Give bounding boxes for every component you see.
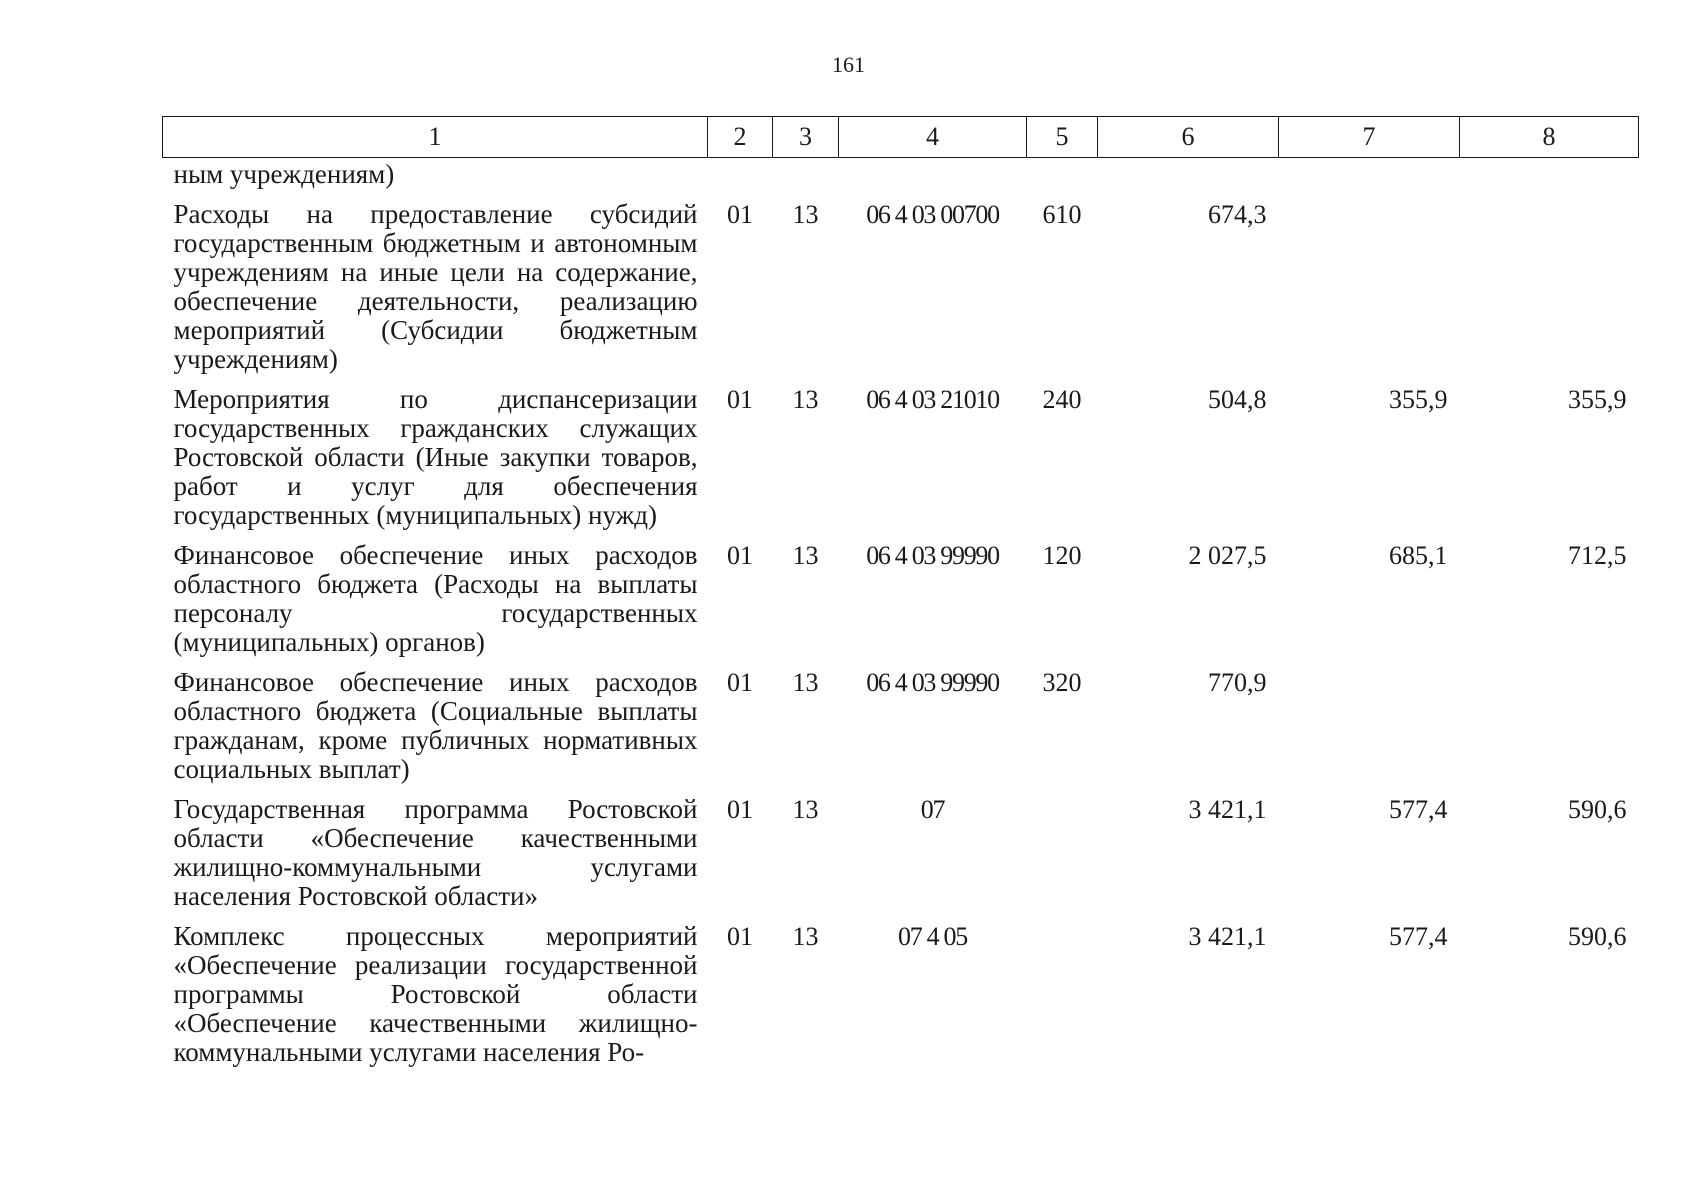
row-target-article: 07 4 05 [898,922,967,951]
table-row [163,385,1639,541]
table-row [163,795,1639,922]
row-amount-6: 3 421,1 [1188,795,1267,824]
row-name: Финансовое обеспечение иных расходов областного бюджета (Социальные выплаты гражданам, кроме публичных нормативных социальных выплат) [173,667,698,784]
row-target-article: 06 4 03 21010 [866,385,999,414]
row-expense-type: 610 [1042,200,1082,229]
column-header-8: 8 [1460,117,1639,158]
table-row [163,200,1639,385]
table-header [163,117,1639,158]
row-subsection: 13 [792,541,819,570]
row-amount-7: 577,4 [1389,795,1448,824]
row-amount-8: 712,5 [1568,541,1627,570]
row-section: 01 [727,385,753,414]
row-name: Государственная программа Ростовской области «Обеспечение качественными жилищно-коммунальными услугами населения Ростовской области» [173,794,698,911]
column-header-5: 5 [1027,117,1098,158]
continuation-text: ным учреждениям) [173,159,395,189]
row-amount-7: 685,1 [1389,541,1448,570]
row-expense-type: 240 [1042,385,1082,414]
row-target-article: 07 [920,795,945,824]
column-header-6: 6 [1098,117,1279,158]
row-subsection: 13 [792,668,819,697]
row-section: 01 [727,541,753,570]
budget-table [162,116,1639,1078]
row-amount-8 [1460,668,1639,795]
row-name: Расходы на предоставление субсидий государственным бюджетным и автономным учреждениям на иные цели на содержание, обеспечение деятельности, реализацию мероприятий (Субсидии бюджетным учреждениям) [173,199,698,374]
row-section: 01 [727,200,753,229]
table-row [163,668,1639,795]
row-amount-8: 355,9 [1568,385,1627,414]
row-target-article: 06 4 03 99990 [866,668,999,697]
continuation-row [163,158,1639,201]
row-subsection: 13 [792,922,819,951]
page-number: 161 [832,52,865,77]
row-expense-type [1027,795,1098,922]
row-name: Мероприятия по диспансеризации государственных гражданских служащих Ростовской области (Иные закупки товаров, работ и услуг для обеспечения государственных (муниципальных) нужд) [173,384,698,530]
row-name: Финансовое обеспечение иных расходов областного бюджета (Расходы на выплаты персоналу государственных (муниципальных) органов) [173,540,698,657]
row-expense-type: 320 [1042,668,1082,697]
row-section: 01 [727,795,753,824]
row-amount-6: 674,3 [1208,200,1267,229]
row-subsection: 13 [792,385,819,414]
column-header-3: 3 [773,117,839,158]
row-amount-7: 355,9 [1389,385,1448,414]
row-amount-6: 504,8 [1208,385,1267,414]
row-amount-6: 2 027,5 [1188,541,1267,570]
row-target-article: 06 4 03 99990 [866,541,999,570]
row-expense-type: 120 [1042,541,1082,570]
column-header-7: 7 [1279,117,1460,158]
column-header-4: 4 [839,117,1027,158]
row-section: 01 [727,922,753,951]
row-amount-8 [1460,200,1639,385]
table-row [163,541,1639,668]
row-amount-7 [1279,200,1460,385]
row-expense-type [1027,922,1098,1078]
row-target-article: 06 4 03 00700 [866,200,999,229]
row-subsection: 13 [792,795,819,824]
row-amount-8: 590,6 [1568,795,1627,824]
column-header-2: 2 [708,117,773,158]
row-amount-7 [1279,668,1460,795]
row-section: 01 [727,668,753,697]
row-name: Комплекс процессных мероприятий «Обеспечение реализации государственной программы Ростовской области «Обеспечение качественными жилищно-коммунальными услугами населения Ро- [173,921,698,1067]
table-row [163,922,1639,1078]
row-amount-8: 590,6 [1568,922,1627,951]
column-header-1: 1 [163,117,708,158]
row-amount-7: 577,4 [1389,922,1448,951]
row-subsection: 13 [792,200,819,229]
row-amount-6: 3 421,1 [1188,922,1267,951]
row-amount-6: 770,9 [1208,668,1267,697]
